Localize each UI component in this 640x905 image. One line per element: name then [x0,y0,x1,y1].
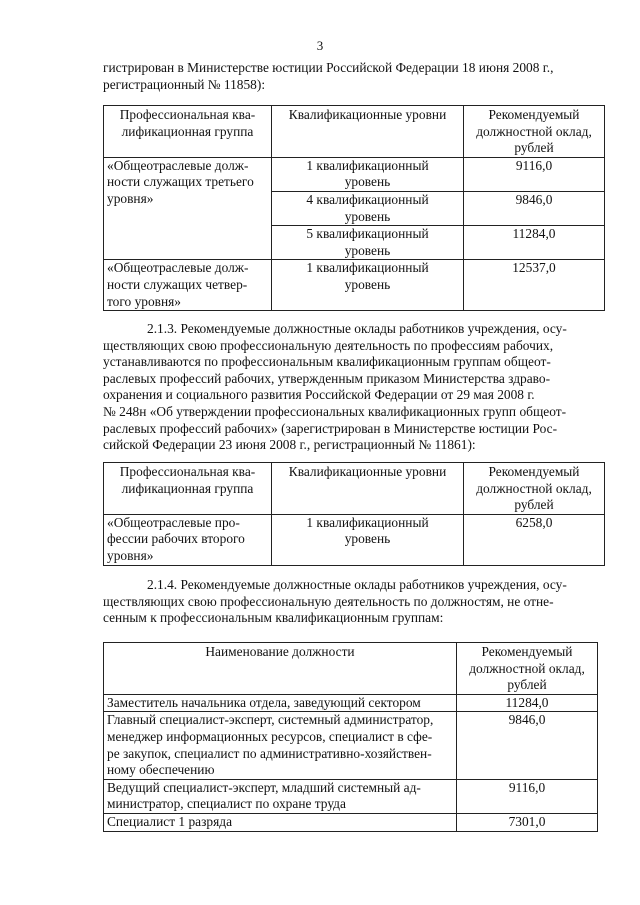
text-line: ществляющих свою профессиональную деятельность по профессиям рабочих, [103,337,554,353]
salary-cell: 12537,0 [464,260,605,311]
table-row [104,514,605,565]
header-group: Профессиональная ква- лификационная группа [104,106,272,158]
table-row [104,712,598,779]
text-line: устанавливаются по профессиональным квалификационным группам общеот- [103,354,551,370]
position-cell: Главный специалист-эксперт, системный администратор, менеджер информационных ресурсов, специалист в сфе- ре закупок, специалист по административно-хозяйствен- ному обеспечению [104,712,457,779]
table-row [104,157,605,191]
position-cell: Ведущий специалист-эксперт, младший системный ад- министратор, специалист по охране труда [104,779,457,813]
header-position: Наименование должности [104,643,457,695]
header-group: Профессиональная ква- лификационная группа [104,463,272,515]
group-name: «Общеотраслевые про- фессии рабочих второго уровня» [104,514,272,565]
level-cell: 5 квалификационный уровень [272,226,464,260]
text-line: регистрационный № 11858): [103,76,266,92]
level-cell: 1 квалификационный уровень [272,260,464,311]
position-cell: Специалист 1 разряда [104,813,457,831]
level-cell: 4 квалификационный уровень [272,191,464,225]
text-line: ществляющих свою профессиональную деятельность по должностям, не отне- [103,593,554,609]
salary-cell: 9846,0 [457,712,598,779]
text-line: № 248н «Об утверждении профессиональных квалификационных групп общеот- [103,403,567,419]
level-cell: 1 квалификационный уровень [272,157,464,191]
paragraph-2-1-4 [103,577,601,627]
page-number: 3 [316,38,324,53]
table-header-row [104,106,605,158]
table-header-row [104,643,598,695]
group-name: «Общеотраслевые долж- ности служащих третьего уровня» [104,157,272,260]
text-line: 2.1.3. Рекомендуемые должностные оклады работников учреждения, осу- [147,321,567,336]
text-line: сийской Федерации 23 июня 2008 г., регистрационный № 11861): [103,437,476,453]
salary-cell: 6258,0 [464,514,605,565]
salary-table-3 [103,642,598,832]
header-levels: Квалификационные уровни [272,106,464,158]
text-line: раслевых профессий рабочих, утвержденным приказом Министерства здраво- [103,370,551,386]
table-header-row [104,463,605,515]
header-salary: Рекомендуемый должностной оклад, рублей [464,463,605,515]
salary-cell: 11284,0 [464,226,605,260]
paragraph-2-1-3 [103,321,601,454]
table-row [104,813,598,831]
text-line: 2.1.4. Рекомендуемые должностные оклады работников учреждения, осу- [147,577,567,592]
salary-cell: 9846,0 [464,191,605,225]
level-cell: 1 квалификационный уровень [272,514,464,565]
group-name: «Общеотраслевые долж- ности служащих четвер- того уровня» [104,260,272,311]
salary-table-1 [103,105,605,311]
salary-cell: 9116,0 [464,157,605,191]
position-cell: Заместитель начальника отдела, заведующий сектором [104,694,457,712]
header-salary: Рекомендуемый должностной оклад, рублей [457,643,598,695]
salary-cell: 7301,0 [457,813,598,831]
header-salary: Рекомендуемый должностной оклад, рублей [464,106,605,158]
table-row [104,260,605,311]
text-line: сенным к профессиональным квалификационным группам: [103,610,444,626]
salary-cell: 9116,0 [457,779,598,813]
intro-text [103,60,601,93]
header-levels: Квалификационные уровни [272,463,464,515]
text-line: охранения и социального развития Российской Федерации от 29 мая 2008 г. [103,387,535,403]
text-line: раслевых профессий рабочих» (зарегистрирован в Министерстве юстиции Рос- [103,420,558,436]
text-line: гистрирован в Министерстве юстиции Российской Федерации 18 июня 2008 г., [103,60,554,75]
table-row [104,694,598,712]
table-row [104,779,598,813]
salary-table-2 [103,462,605,566]
salary-cell: 11284,0 [457,694,598,712]
